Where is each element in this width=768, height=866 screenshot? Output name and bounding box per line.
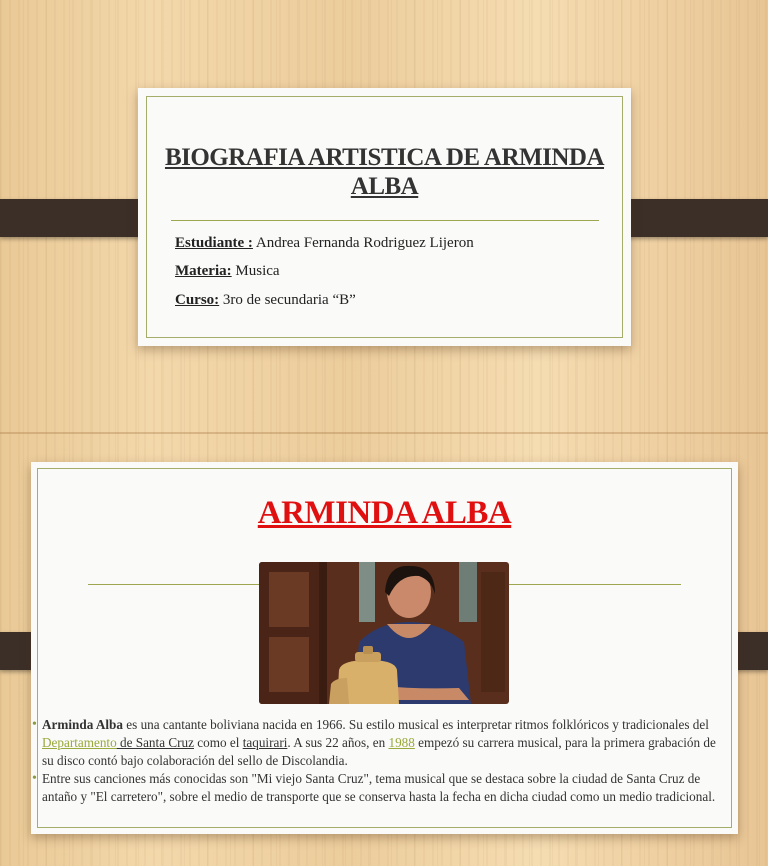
portrait-photo-svg: [259, 562, 509, 704]
left-tab: [0, 199, 156, 237]
bullet-icon: •: [32, 771, 37, 786]
songs-text: Entre sus canciones más conocidas son "Mi viejo Santa Cruz", tema musical que se destaca sobre la ciudad de Santa Cruz de antaño y "El carretero", sobre el medio de transporte que se conserva hasta la fecha en dicha ciudad como un medio tradicional.: [42, 771, 716, 804]
title-rule: [171, 220, 599, 221]
list-item: [32, 716, 725, 770]
subject-label: Materia:: [175, 263, 232, 279]
bio-text-4: empezó su carrera musical, para la primera grabación de su disco contó bajo colaboración del sello de Discolandia.: [42, 735, 716, 768]
subject-value: Musica: [231, 263, 280, 279]
course-field: [175, 292, 356, 309]
santa-cruz-link[interactable]: de Santa Cruz: [116, 735, 194, 750]
bio-text-1: es una cantante boliviana nacida en 1966. Su estilo musical es interpretar ritmos folklóricos y tradicionales del: [122, 717, 709, 732]
year-1988-link[interactable]: 1988: [388, 735, 415, 750]
bio-title: ARMINDA ALBA: [257, 495, 512, 531]
biography-text: [32, 716, 725, 806]
student-field: [175, 235, 474, 252]
taquirari-link[interactable]: taquirari: [242, 735, 288, 750]
course-value: 3ro de secundaria “B”: [219, 292, 356, 308]
bio-text-3: . A sus 22 años, en: [287, 735, 389, 750]
slide-title: BIOGRAFIA ARTISTICA DE ARMINDA ALBA: [164, 144, 605, 200]
title-slide-card: [138, 88, 631, 346]
list-item: [32, 770, 725, 806]
subject-field: [175, 263, 280, 280]
student-value: Andrea Fernanda Rodriguez Lijeron: [252, 235, 474, 251]
biography-slide-card: [31, 462, 738, 834]
student-label: Estudiante :: [175, 235, 253, 251]
bio-text-2: como el: [193, 735, 243, 750]
slide-divider: [0, 432, 768, 434]
rule-right: [501, 584, 681, 585]
departamento-link[interactable]: Departamento: [42, 735, 117, 750]
bio-name: Arminda Alba: [42, 717, 123, 732]
rule-left: [88, 584, 268, 585]
portrait-photo: [259, 562, 509, 704]
course-label: Curso:: [175, 292, 220, 308]
right-tab: [613, 199, 768, 237]
bullet-icon: •: [32, 717, 37, 732]
